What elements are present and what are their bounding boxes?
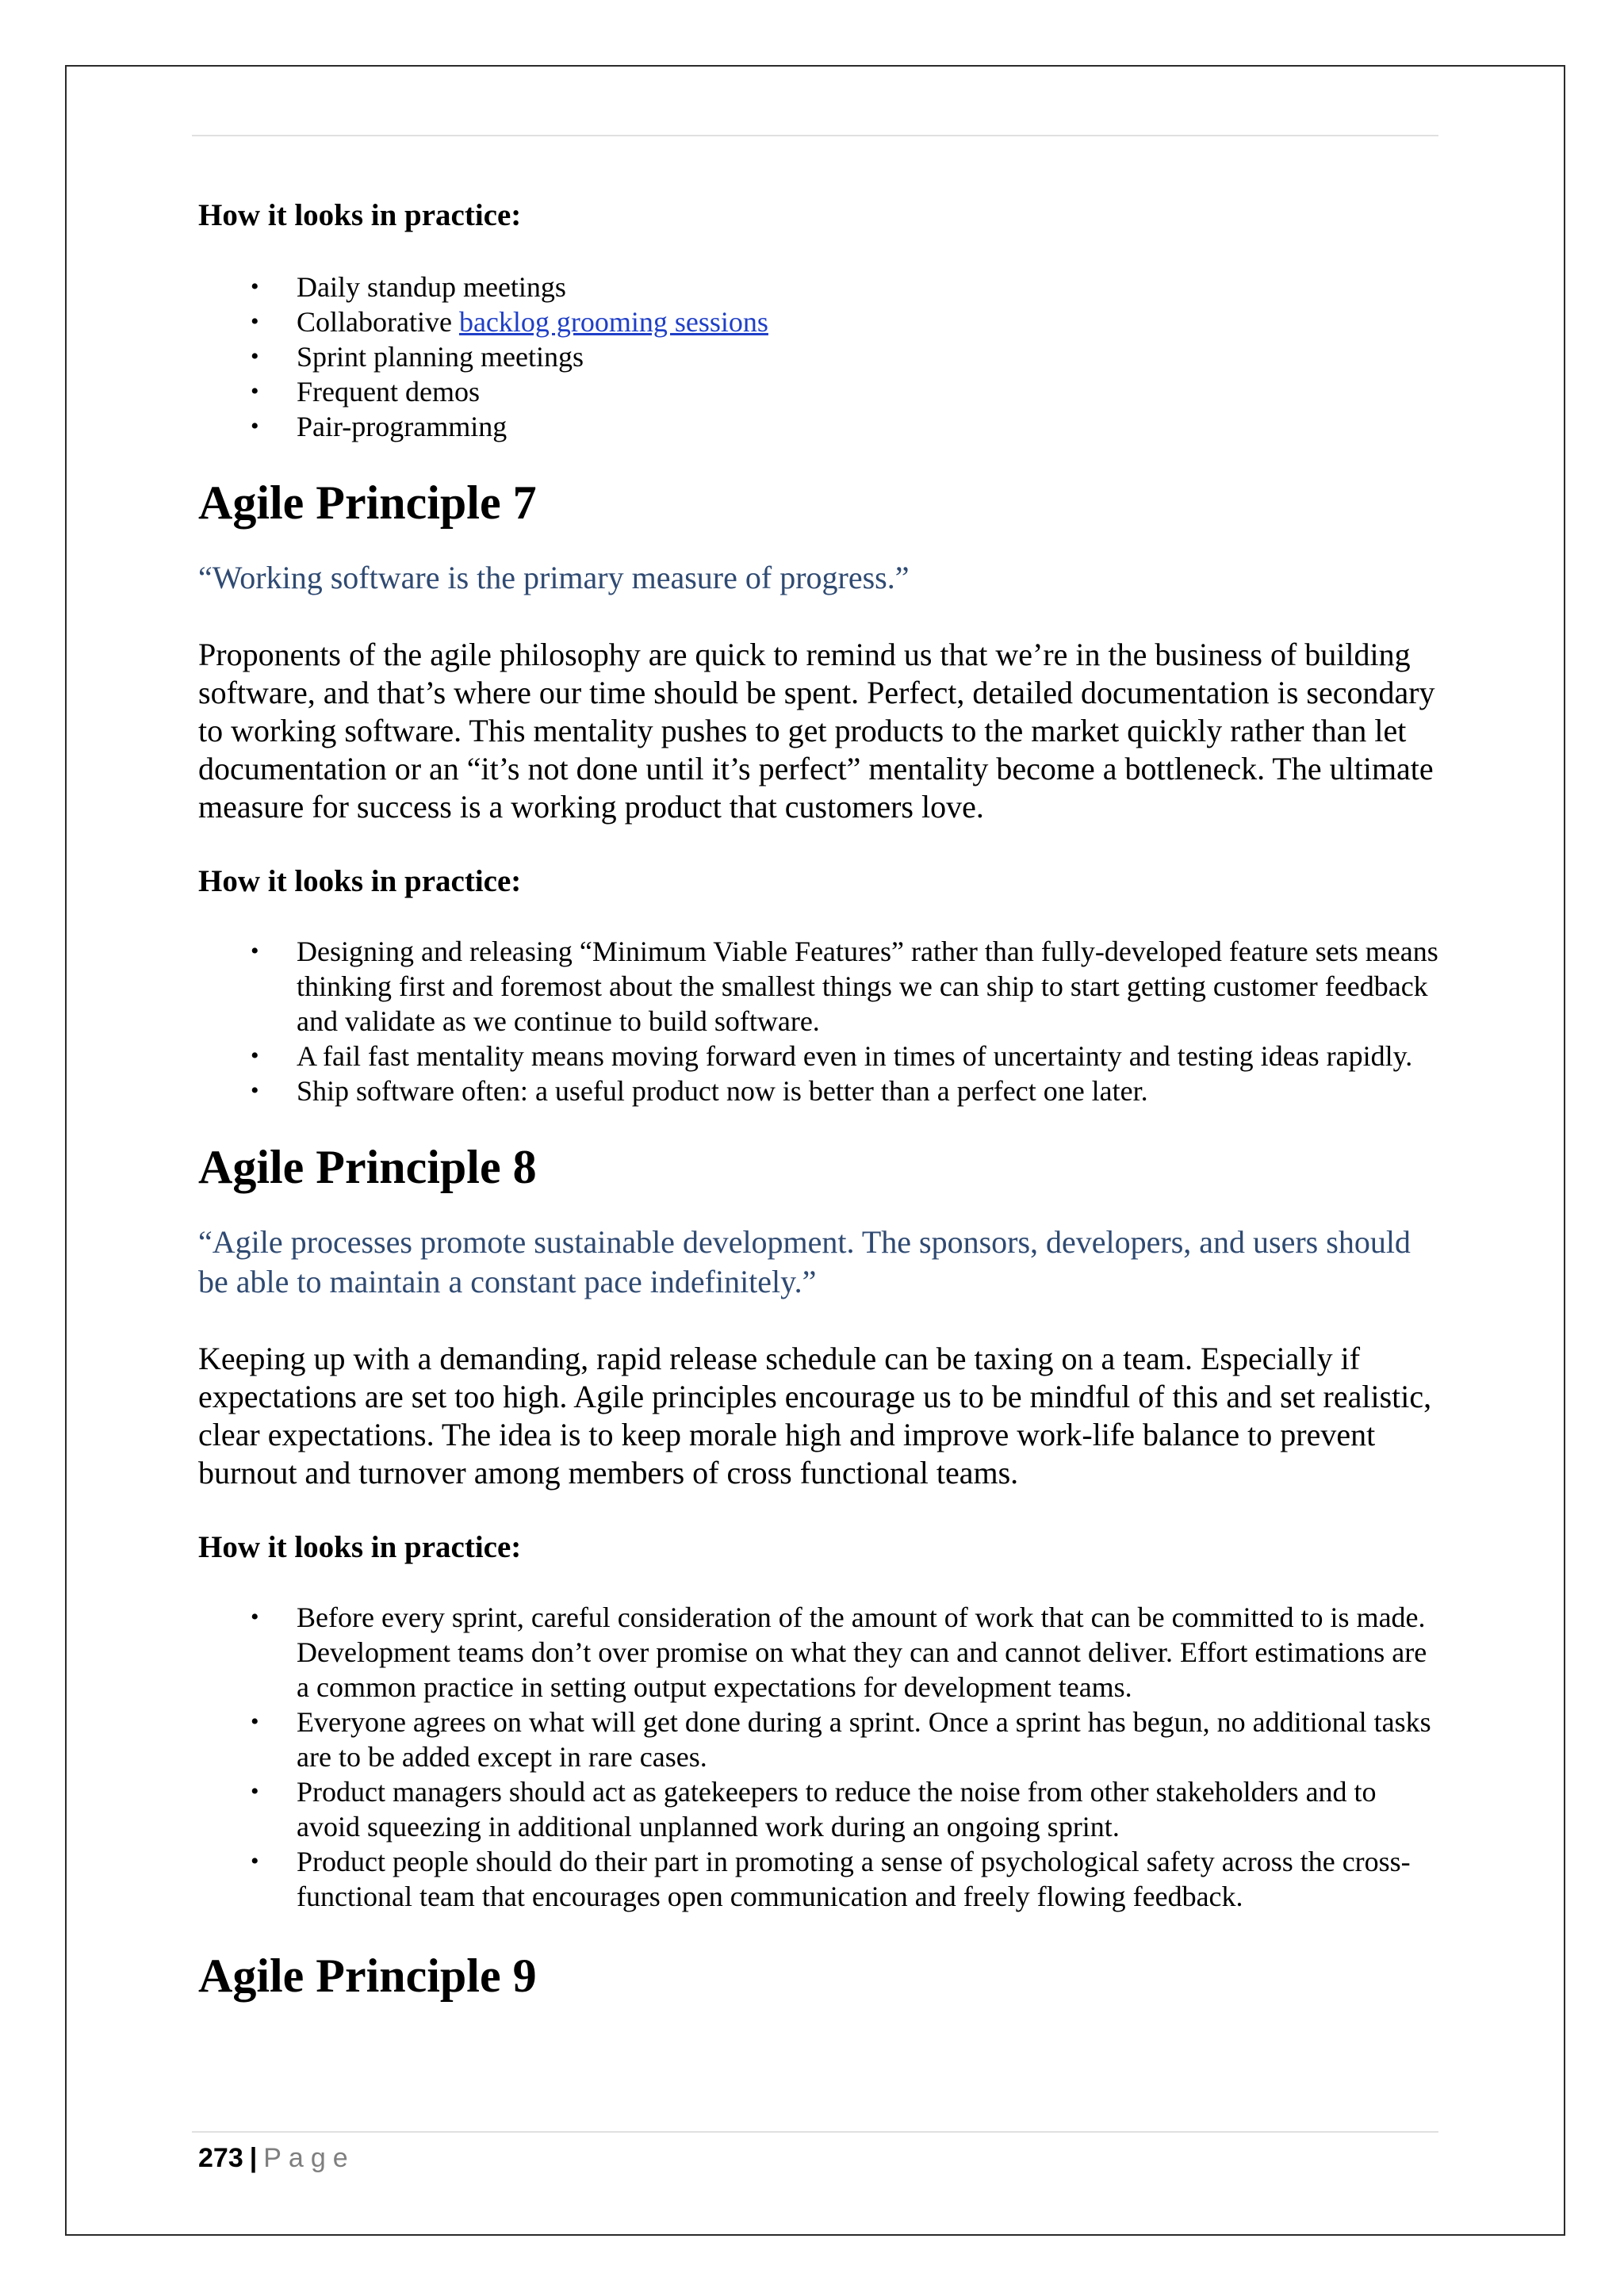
practice-list-7 <box>198 934 1443 1108</box>
principle-7-quote: “Working software is the primary measure of progress.” <box>198 560 910 595</box>
footer-rule <box>192 2131 1438 2133</box>
list-item <box>198 304 1443 339</box>
page-number: 273 <box>198 2143 243 2173</box>
list-item-text: Sprint planning meetings <box>297 341 584 373</box>
list-item <box>198 934 1443 1039</box>
page-label: Page <box>263 2143 355 2173</box>
page-content <box>198 197 1443 2004</box>
list-item-text: Collaborative <box>297 306 459 338</box>
backlog-grooming-link[interactable]: backlog grooming sessions <box>458 306 768 338</box>
practice-list-8 <box>198 1600 1443 1914</box>
principle-8-heading: Agile Principle 8 <box>198 1141 537 1193</box>
list-item <box>198 270 1443 304</box>
footer-separator: | <box>249 2143 258 2173</box>
list-item-text: Everyone agrees on what will get done during a sprint. Once a sprint has begun, no additional tasks are to be added except in rare cases. <box>297 1706 1431 1773</box>
principle-7-heading: Agile Principle 7 <box>198 476 537 529</box>
list-item-text: Ship software often: a useful product now is better than a perfect one later. <box>297 1075 1148 1107</box>
list-item <box>198 1039 1443 1073</box>
list-item-text: Frequent demos <box>297 376 480 408</box>
list-item-text: A fail fast mentality means moving forward even in times of uncertainty and testing ideas rapidly. <box>297 1040 1413 1072</box>
list-item-text: Designing and releasing “Minimum Viable Features” rather than fully-developed feature sets means thinking first and foremost about the smallest things we can ship to start getting customer feedback and validate as we continue to build software. <box>297 936 1438 1037</box>
page-footer <box>198 2139 355 2177</box>
bullet-icon: • <box>251 378 259 404</box>
bullet-icon: • <box>251 308 259 335</box>
list-item <box>198 1844 1443 1914</box>
bullet-icon: • <box>251 938 259 964</box>
list-item-text: Pair-programming <box>297 411 508 442</box>
list-item <box>198 374 1443 409</box>
bullet-icon: • <box>251 1604 259 1630</box>
header-rule <box>192 135 1438 136</box>
list-item-text: Product people should do their part in promoting a sense of psychological safety across the cross-functional team that encourages open communication and freely flowing feedback. <box>297 1846 1411 1912</box>
principle-7-body: Proponents of the agile philosophy are quick to remind us that we’re in the business of building software, and that’s where our time should be spent. Perfect, detailed documentation is secondary to working software. This mentality pushes to get products to the market quickly rather than let documentation or an “it’s not done until it’s perfect” mentality become a bottleneck. The ultimate measure for success is a working product that customers love. <box>198 637 1435 825</box>
list-item-text: Before every sprint, careful consideration of the amount of work that can be committed to is made. Development teams don’t over promise on what they can and cannot deliver. Effort estimations are a common practice in setting output expectations for development teams. <box>297 1601 1427 1703</box>
list-item <box>198 339 1443 374</box>
practice-heading-8: How it looks in practice: <box>198 1530 522 1564</box>
list-item <box>198 1600 1443 1705</box>
bullet-icon: • <box>251 1077 259 1104</box>
practice-list-1 <box>198 270 1443 444</box>
list-item <box>198 1774 1443 1844</box>
practice-heading-7: How it looks in practice: <box>198 864 522 898</box>
bullet-icon: • <box>251 1848 259 1874</box>
bullet-icon: • <box>251 1709 259 1735</box>
principle-8-body: Keeping up with a demanding, rapid release schedule can be taxing on a team. Especially if expectations are set too high. Agile principles encourage us to be mindful of this and set realistic, clear expectations. The idea is to keep morale high and improve work-life balance to prevent burnout and turnover among members of cross functional teams. <box>198 1341 1432 1490</box>
bullet-icon: • <box>251 343 259 369</box>
list-item-text: Daily standup meetings <box>297 271 566 303</box>
list-item <box>198 409 1443 444</box>
bullet-icon: • <box>251 1043 259 1069</box>
list-item <box>198 1705 1443 1774</box>
bullet-icon: • <box>251 274 259 300</box>
list-item <box>198 1073 1443 1108</box>
principle-8-quote: “Agile processes promote sustainable development. The sponsors, developers, and users should be able to maintain a constant pace indefinitely.” <box>198 1224 1411 1299</box>
practice-heading-1: How it looks in practice: <box>198 198 522 232</box>
list-item-text: Product managers should act as gatekeepers to reduce the noise from other stakeholders and to avoid squeezing in additional unplanned work during an ongoing sprint. <box>297 1776 1377 1843</box>
bullet-icon: • <box>251 413 259 439</box>
principle-9-heading: Agile Principle 9 <box>198 1950 537 2002</box>
bullet-icon: • <box>251 1778 259 1804</box>
